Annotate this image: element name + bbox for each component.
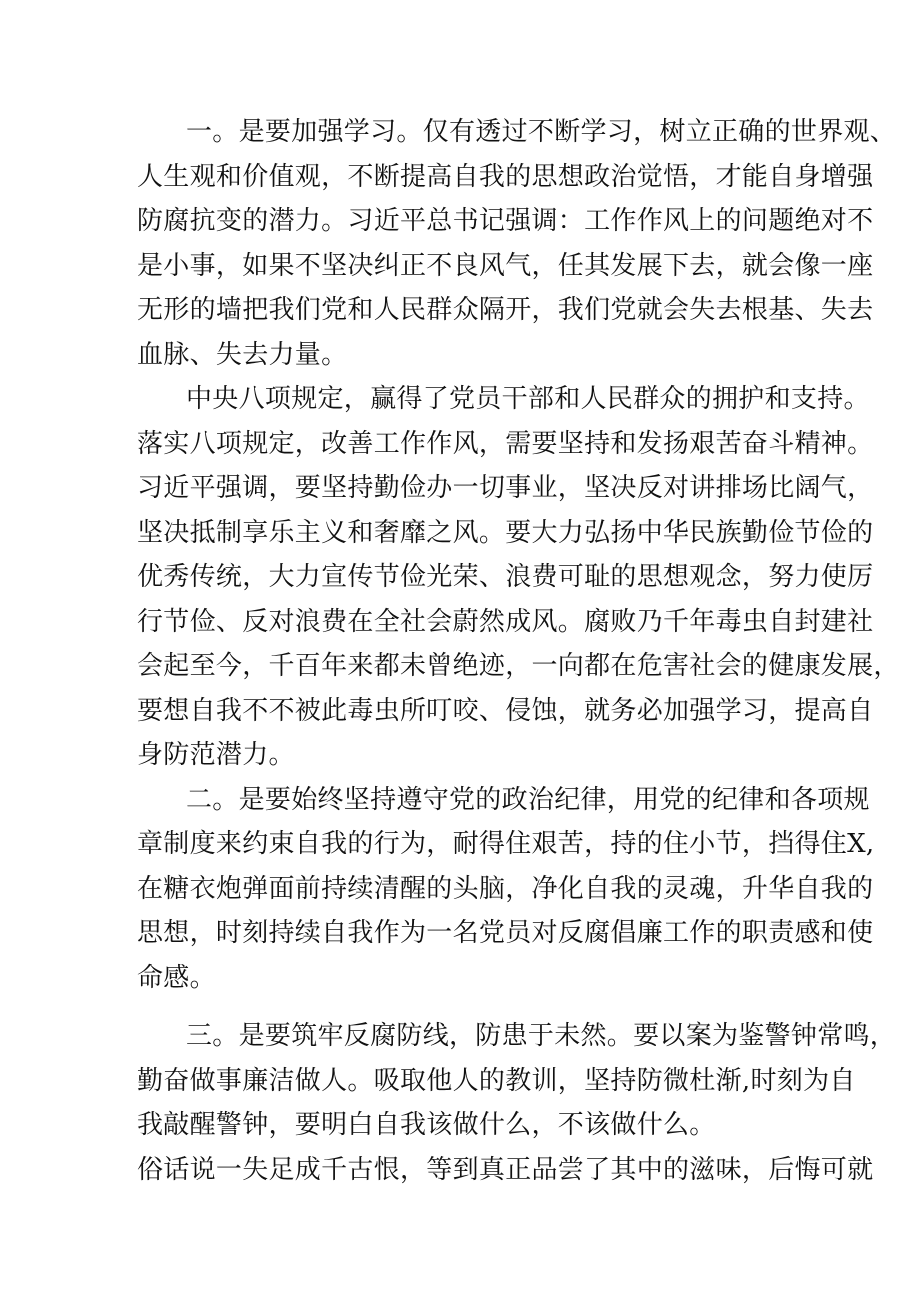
- text-line: 优秀传统，大力宣传节俭光荣、浪费可耻的思想观念，努力使厉: [137, 562, 874, 592]
- text-line: 行节俭、反对浪费在全社会蔚然成风。腐败乃千年毒虫自封建社: [137, 607, 874, 637]
- text-line: 人生观和价值观，不断提高自我的思想政治觉悟，才能自身增强: [137, 162, 874, 192]
- text-line: 三。是要筑牢反腐防线，防患于未然。要以案为鉴警钟常鸣，: [186, 1021, 897, 1051]
- text-line: 要想自我不不被此毒虫所叮咬、侵蚀，就务必加强学习，提高自: [137, 696, 874, 726]
- text-line: 命感。: [137, 963, 216, 993]
- text-line: 我敲醒警钟，要明白自我该做什么，不该做什么。: [137, 1110, 716, 1140]
- text-line: 防腐抗变的潜力。习近平总书记强调：工作作风上的问题绝对不: [137, 206, 874, 236]
- text-line: 身防范潜力。: [137, 740, 295, 770]
- text-line: 落实八项规定，改善工作作风，需要坚持和发扬艰苦奋斗精神。: [137, 429, 874, 459]
- text-line: 坚决抵制享乐主义和奢靡之风。要大力弘扬中华民族勤俭节俭的: [137, 518, 874, 548]
- text-line: 血脉、失去力量。: [137, 340, 348, 370]
- text-line: 俗话说一失足成千古恨，等到真正品尝了其中的滋味，后悔可就: [137, 1155, 874, 1185]
- text-line: 章制度来约束自我的行为，耐得住艰苦，持的住小节，挡得住X,: [137, 829, 875, 859]
- text-line: 无形的墙把我们党和人民群众隔开，我们党就会失去根基、失去: [137, 295, 874, 325]
- text-line: 在糖衣炮弹面前持续清醒的头脑，净化自我的灵魂，升华自我的: [137, 874, 874, 904]
- text-line: 是小事，如果不坚决纠正不良风气，任其发展下去，就会像一座: [137, 251, 874, 281]
- text-line: 一。是要加强学习。仅有透过不断学习，树立正确的世界观、: [186, 117, 897, 147]
- text-line: 思想，时刻持续自我作为一名党员对反腐倡廉工作的职责感和使: [137, 918, 874, 948]
- text-line: 二。是要始终坚持遵守党的政治纪律，用党的纪律和各项规: [186, 785, 870, 815]
- text-line: 中央八项规定，赢得了党员干部和人民群众的拥护和支持。: [186, 384, 870, 414]
- text-line: 会起至今，千百年来都未曾绝迹，一向都在危害社会的健康发展，: [137, 651, 900, 681]
- text-line: 勤奋做事廉洁做人。吸取他人的教训，坚持防微杜渐,时刻为自: [137, 1066, 856, 1096]
- text-line: 习近平强调，要坚持勤俭办一切事业，坚决反对讲排场比阔气，: [137, 473, 874, 503]
